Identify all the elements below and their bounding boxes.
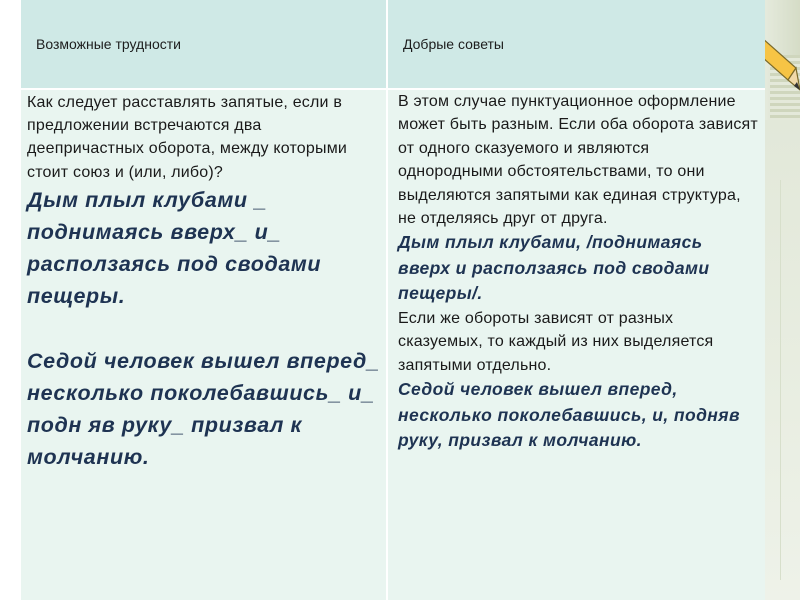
difficulty-example-1: Дым плыл клубами _ поднимаясь вверх_ и_ расползаясь под сводами пещеры. <box>27 187 322 309</box>
advice-rule-2: Если же обороты зависят от разных сказуемых, то каждый из них выделяется запятыми отдельно. <box>398 309 714 374</box>
difficulty-example-2: Седой человек вышел вперед_ несколько поколебавшись_ и_ подн яв руку_ призвал к молчанию. <box>27 348 380 470</box>
header-advice: Добрые советы <box>403 36 504 52</box>
header-difficulties: Возможные трудности <box>36 36 181 52</box>
decorative-line <box>780 180 781 580</box>
advice-rule-1: В этом случае пунктуационное оформление может быть разным. Если оба оборота зависят от одного сказуемого и являются однородными обстоятельствами, то они выделяются запятыми как единая структура, не отделяясь друг от друга. <box>398 93 758 228</box>
table-header-row <box>21 0 765 90</box>
advice-example-1: Дым плыл клубами, /поднимаясь вверх и расползаясь под сводами пещеры/. <box>398 232 710 304</box>
advice-example-2: Седой человек вышел вперед, несколько поколебавшись, и, подняв руку, призвал к молчанию. <box>398 379 740 451</box>
advice-cell <box>398 90 758 600</box>
difficulty-cell <box>27 90 382 600</box>
difficulty-question: Как следует расставлять запятые, если в предложении встречаются два деепричастных оборота, между которыми стоит союз и (или, либо)? <box>27 94 348 181</box>
column-divider <box>386 0 388 600</box>
advice-table <box>21 0 765 600</box>
